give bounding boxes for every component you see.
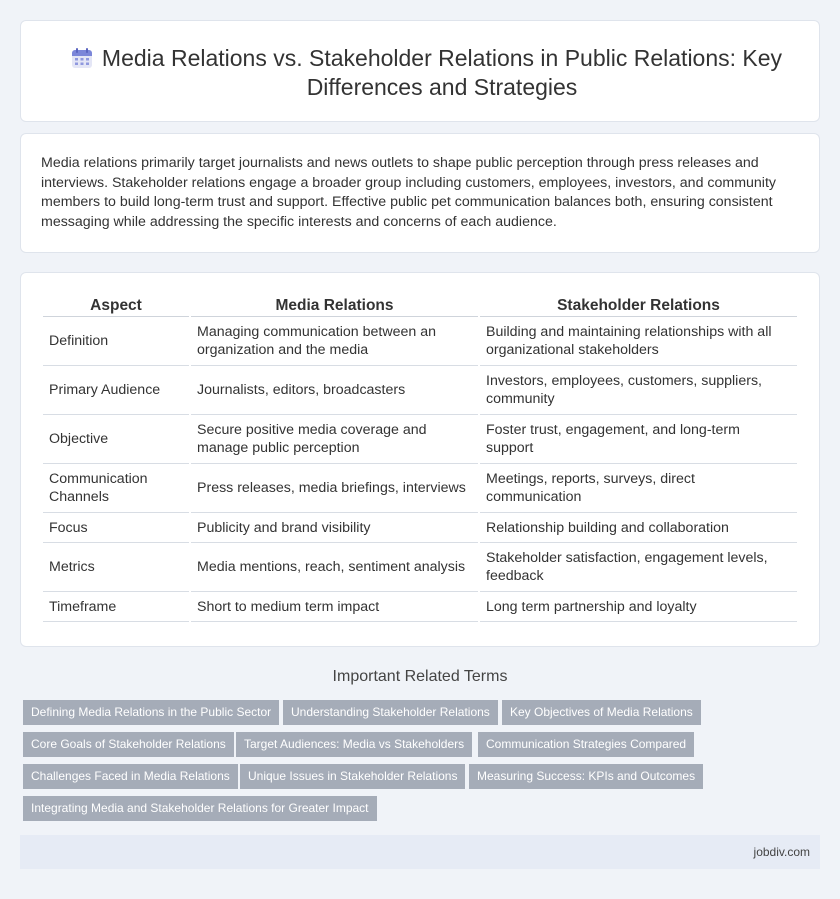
related-tag[interactable]: Measuring Success: KPIs and Outcomes xyxy=(469,764,703,789)
row-aspect: Timeframe xyxy=(43,592,189,622)
row-media: Short to medium term impact xyxy=(191,592,478,622)
row-media: Publicity and brand visibility xyxy=(191,513,478,543)
row-aspect: Focus xyxy=(43,513,189,543)
related-terms-title: Important Related Terms xyxy=(332,668,508,685)
footer-site-link[interactable]: jobdiv.com xyxy=(753,845,810,859)
related-tag[interactable]: Understanding Stakeholder Relations xyxy=(283,700,498,725)
intro-paragraph: Media relations primarily target journalists and news outlets to shape public perception through press releases and interviews. Stakeholder relations engage a broader group including customers, employees, investors, and community members to build long-term trust and support. Effective public pet communication balances both, ensuring consistent messaging while addressing the specific interests and concerns of each audience. xyxy=(41,155,776,230)
related-tag[interactable]: Communication Strategies Compared xyxy=(478,732,694,757)
row-aspect: Definition xyxy=(43,317,189,366)
page-title: Media Relations vs. Stakeholder Relations in Public Relations: Key Differences and Strategies xyxy=(101,45,783,100)
row-stakeholder: Long term partnership and loyalty xyxy=(480,592,797,622)
comparison-table xyxy=(41,295,799,622)
related-tag[interactable]: Core Goals of Stakeholder Relations xyxy=(23,732,234,757)
header-stakeholder-relations: Stakeholder Relations xyxy=(480,295,797,317)
table-row xyxy=(43,592,797,622)
header-media-relations: Media Relations xyxy=(191,295,478,317)
table-row xyxy=(43,317,797,366)
row-stakeholder: Stakeholder satisfaction, engagement levels, feedback xyxy=(480,543,797,592)
row-aspect: Primary Audience xyxy=(43,366,189,415)
row-stakeholder: Investors, employees, customers, suppliers, community xyxy=(480,366,797,415)
intro-card xyxy=(20,133,820,253)
row-stakeholder: Building and maintaining relationships with all organizational stakeholders xyxy=(480,317,797,366)
table-row xyxy=(43,366,797,415)
table-row xyxy=(43,464,797,513)
footer xyxy=(20,835,820,869)
row-aspect: Metrics xyxy=(43,543,189,592)
table-row xyxy=(43,513,797,543)
row-media: Journalists, editors, broadcasters xyxy=(191,366,478,415)
related-tag[interactable]: Challenges Faced in Media Relations xyxy=(23,764,238,789)
row-media: Managing communication between an organization and the media xyxy=(191,317,478,366)
table-header-row xyxy=(43,295,797,317)
row-media: Secure positive media coverage and manage public perception xyxy=(191,415,478,464)
comparison-card xyxy=(20,272,820,647)
header-aspect: Aspect xyxy=(43,295,189,317)
row-stakeholder: Relationship building and collaboration xyxy=(480,513,797,543)
row-aspect: Communication Channels xyxy=(43,464,189,513)
row-media: Press releases, media briefings, interviews xyxy=(191,464,478,513)
row-stakeholder: Meetings, reports, surveys, direct communication xyxy=(480,464,797,513)
table-row xyxy=(43,543,797,592)
related-tag[interactable]: Unique Issues in Stakeholder Relations xyxy=(240,764,465,789)
related-tag[interactable]: Integrating Media and Stakeholder Relations for Greater Impact xyxy=(23,796,377,821)
title-card xyxy=(20,20,820,122)
related-tag[interactable]: Key Objectives of Media Relations xyxy=(502,700,701,725)
table-row xyxy=(43,415,797,464)
related-tag[interactable]: Defining Media Relations in the Public Sector xyxy=(23,700,279,725)
row-stakeholder: Foster trust, engagement, and long-term support xyxy=(480,415,797,464)
row-aspect: Objective xyxy=(43,415,189,464)
related-tag[interactable]: Target Audiences: Media vs Stakeholders xyxy=(236,732,472,757)
row-media: Media mentions, reach, sentiment analysis xyxy=(191,543,478,592)
